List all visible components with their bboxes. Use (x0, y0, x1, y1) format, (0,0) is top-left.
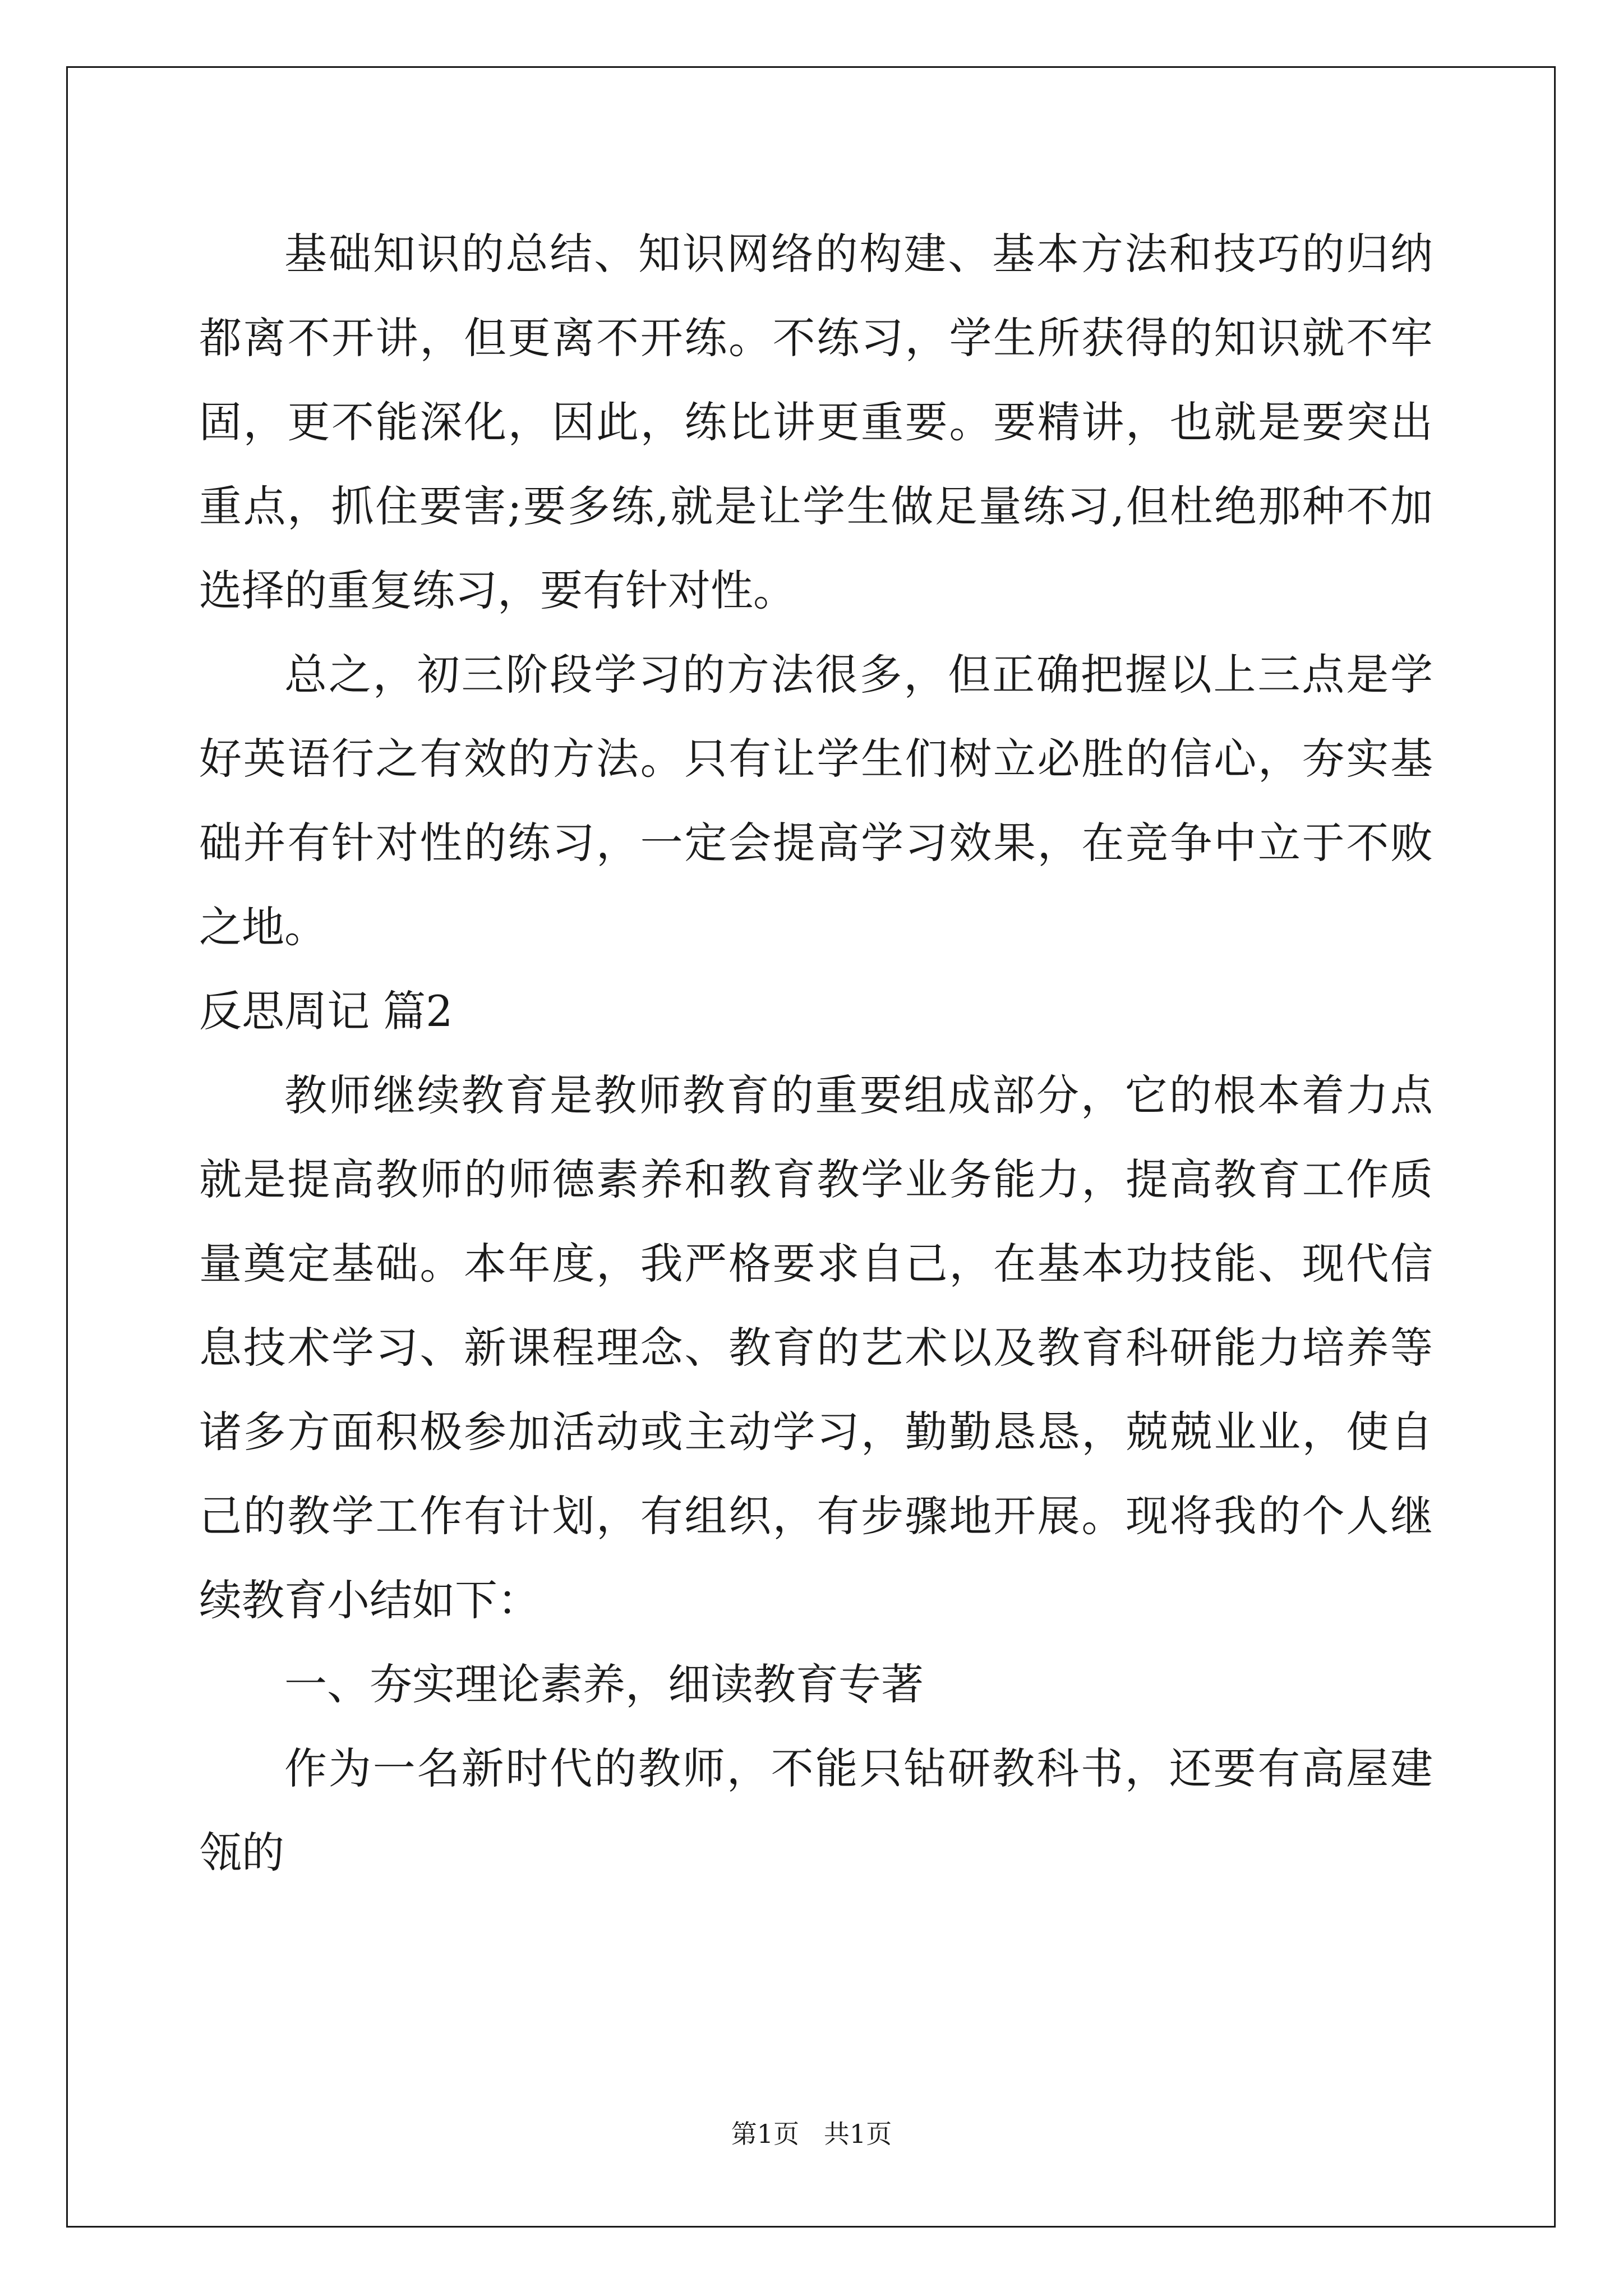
section-heading: 反思周记 篇2 (199, 986, 453, 1036)
paragraph-new-era-teacher: 作为一名新时代的教师，不能只钻研教科书，还要有高屋建瓴的 (199, 1743, 1433, 1878)
subheading-theory: 一、夯实理论素养，细读教育专著 (284, 1659, 924, 1709)
paragraph-basics-practice: 基础知识的总结、知识网络的构建、基本方法和技巧的归纳都离不开讲，但更离不开练。不练习，学生所获得的知识就不牢固，更不能深化，因此，练比讲更重要。要精讲，也就是要突出重点，抓住要害;要多练,就是让学生做足量练习,但杜绝那种不加选择的重复练习，要有针对性。 (199, 229, 1433, 615)
page-footer: 第1页 共1页 (731, 2119, 892, 2149)
document-body (199, 212, 1433, 1895)
paragraph-summary: 总之，初三阶段学习的方法很多，但正确把握以上三点是学好英语行之有效的方法。只有让学生们树立必胜的信心，夯实基础并有针对性的练习，一定会提高学习效果，在竞争中立于不败之地。 (199, 650, 1433, 952)
paragraph-continuing-education: 教师继续教育是教师教育的重要组成部分，它的根本着力点就是提高教师的师德素养和教育教学业务能力，提高教育工作质量奠定基础。本年度，我严格要求自己，在基本功技能、现代信息技术学习、新课程理念、教育的艺术以及教育科研能力培养等诸多方面积极参加活动或主动学习，勤勤恳恳，兢兢业业，使自己的教学工作有计划，有组织，有步骤地开展。现将我的个人继续教育小结如下： (199, 1070, 1433, 1625)
